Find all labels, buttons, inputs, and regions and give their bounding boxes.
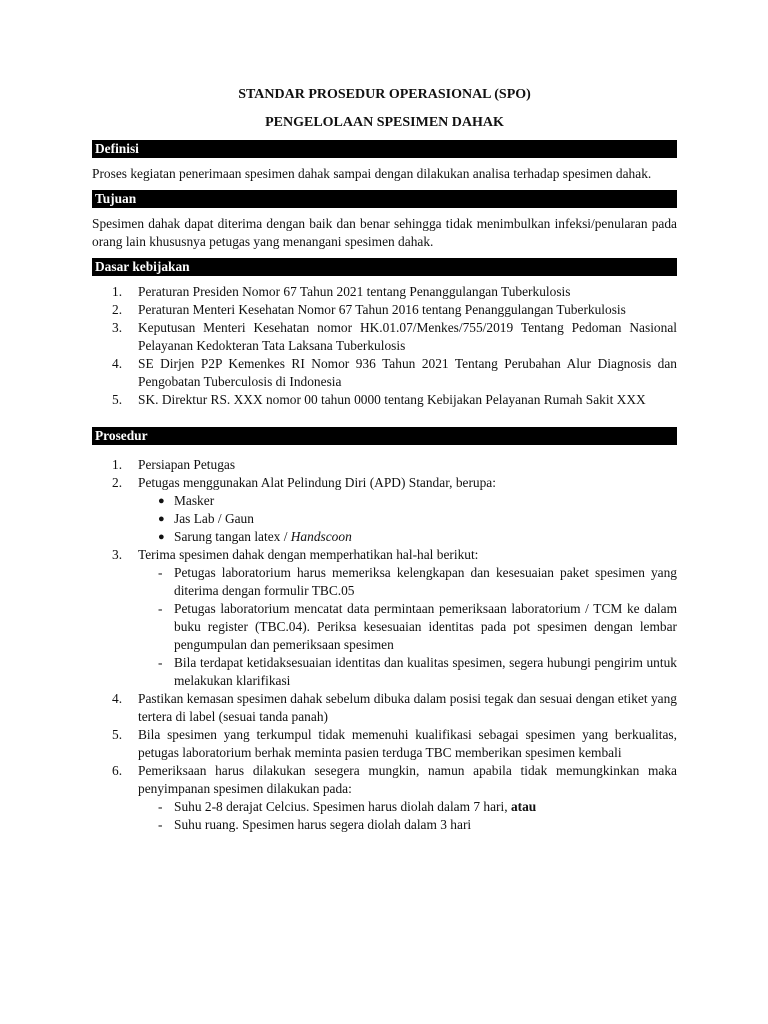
penyimpanan-dash-list	[138, 798, 677, 834]
list-number: 5.	[112, 392, 123, 407]
document-title: STANDAR PROSEDUR OPERASIONAL (SPO)	[238, 87, 531, 102]
list-item-text: Terima spesimen dahak dengan memperhatikan hal-hal berikut:	[138, 547, 479, 562]
dash-text: Petugas laboratorium harus memeriksa kelengkapan dan kesesuaian paket spesimen yang diterima dengan formulir TBC.05	[174, 565, 677, 598]
list-item-text: SE Dirjen P2P Kemenkes RI Nomor 936 Tahun 2021 Tentang Perubahan Alur Diagnosis dan Pengobatan Tuberculosis di Indonesia	[138, 356, 677, 389]
list-item-text: Pemeriksaan harus dilakukan sesegera mungkin, namun apabila tidak memungkinkan maka penyimpanan spesimen dilakukan pada:	[138, 763, 677, 796]
definisi-text: Proses kegiatan penerimaan spesimen dahak sampai dengan dilakukan analisa terhadap spesimen dahak.	[92, 166, 652, 181]
list-item-text: SK. Direktur RS. XXX nomor 00 tahun 0000 tentang Kebijakan Pelayanan Rumah Sakit XXX	[138, 392, 646, 407]
document-content	[92, 86, 677, 834]
section-spacer	[92, 409, 677, 427]
dash-item	[138, 798, 677, 816]
list-item	[92, 456, 677, 474]
bullet-text: Sarung tangan latex /	[174, 529, 291, 544]
dash-marker: -	[158, 799, 163, 814]
list-item	[92, 301, 677, 319]
list-number: 3.	[112, 547, 123, 562]
section-heading-tujuan: Tujuan	[92, 190, 677, 208]
bullet-icon: ●	[158, 495, 165, 507]
list-number: 2.	[112, 475, 123, 490]
dash-text: Suhu 2-8 derajat Celcius. Spesimen harus diolah dalam 7 hari,	[174, 799, 511, 814]
dash-marker: -	[158, 565, 163, 580]
list-number: 1.	[112, 457, 123, 472]
bullet-text-italic: Handscoon	[290, 529, 352, 544]
dash-marker: -	[158, 817, 163, 832]
dash-item	[138, 816, 677, 834]
list-number: 2.	[112, 302, 123, 317]
list-item-text: Keputusan Menteri Kesehatan nomor HK.01.07/Menkes/755/2019 Tentang Pedoman Nasional Pelayanan Kedokteran Tata Laksana Tuberkulosis	[138, 320, 677, 353]
list-item	[92, 283, 677, 301]
list-number: 1.	[112, 284, 123, 299]
bullet-item	[138, 528, 677, 546]
dash-text: Petugas laboratorium mencatat data permintaan pemeriksaan laboratorium / TCM ke dalam buku register (TBC.04). Periksa kesesuaian identitas pada pot spesimen dengan lembar pengumpulan dan pemeriksaan spesimen	[174, 601, 677, 652]
dash-item	[138, 600, 677, 654]
bullet-text: Masker	[174, 493, 215, 508]
list-item-text: Bila spesimen yang terkumpul tidak memenuhi kualifikasi sebagai spesimen yang berkualitas, petugas laboratorium berhak meminta pasien terduga TBC memberikan spesimen kembali	[138, 727, 677, 760]
list-item	[92, 690, 677, 726]
prosedur-list	[92, 456, 677, 834]
dasar-kebijakan-list	[92, 283, 677, 409]
list-number: 5.	[112, 727, 123, 742]
list-number: 3.	[112, 320, 123, 335]
bullet-text: Jas Lab / Gaun	[174, 511, 254, 526]
list-number: 4.	[112, 691, 123, 706]
dash-marker: -	[158, 601, 163, 616]
dash-text: Suhu ruang. Spesimen harus segera diolah dalam 3 hari	[174, 817, 472, 832]
section-heading-dasar-kebijakan: Dasar kebijakan	[92, 258, 677, 276]
list-item-text: Pastikan kemasan spesimen dahak sebelum dibuka dalam posisi tegak dan sesuai dengan etiket yang tertera di label (sesuai tanda panah)	[138, 691, 677, 724]
dash-marker: -	[158, 655, 163, 670]
bullet-icon: ●	[158, 513, 165, 525]
bullet-item	[138, 510, 677, 528]
list-item-text: Persiapan Petugas	[138, 457, 236, 472]
section-heading-prosedur: Prosedur	[92, 427, 677, 445]
document-subtitle: PENGELOLAAN SPESIMEN DAHAK	[265, 115, 504, 130]
list-item	[92, 474, 677, 546]
penerimaan-dash-list	[138, 564, 677, 690]
section-heading-definisi: Definisi	[92, 140, 677, 158]
bullet-item	[138, 492, 677, 510]
list-item-text: Petugas menggunakan Alat Pelindung Diri (APD) Standar, berupa:	[138, 475, 496, 490]
apd-bullet-list	[138, 492, 677, 546]
list-number: 4.	[112, 356, 123, 371]
dash-item	[138, 654, 677, 690]
list-number: 6.	[112, 763, 123, 778]
dash-text: Bila terdapat ketidaksesuaian identitas dan kualitas spesimen, segera hubungi pengirim untuk melakukan klarifikasi	[174, 655, 677, 688]
list-item	[92, 762, 677, 834]
bullet-icon: ●	[158, 531, 165, 543]
list-item-text: Peraturan Menteri Kesehatan Nomor 67 Tahun 2016 tentang Penanggulangan Tuberkulosis	[138, 302, 626, 317]
list-item	[92, 391, 677, 409]
list-item	[92, 546, 677, 690]
list-item-text: Peraturan Presiden Nomor 67 Tahun 2021 tentang Penanggulangan Tuberkulosis	[138, 284, 571, 299]
list-item	[92, 355, 677, 391]
dash-text-bold: atau	[510, 799, 537, 814]
list-item	[92, 726, 677, 762]
tujuan-text: Spesimen dahak dapat diterima dengan baik dan benar sehingga tidak menimbulkan infeksi/penularan pada orang lain khususnya petugas yang menangani spesimen dahak.	[92, 216, 677, 249]
list-item	[92, 319, 677, 355]
dash-item	[138, 564, 677, 600]
